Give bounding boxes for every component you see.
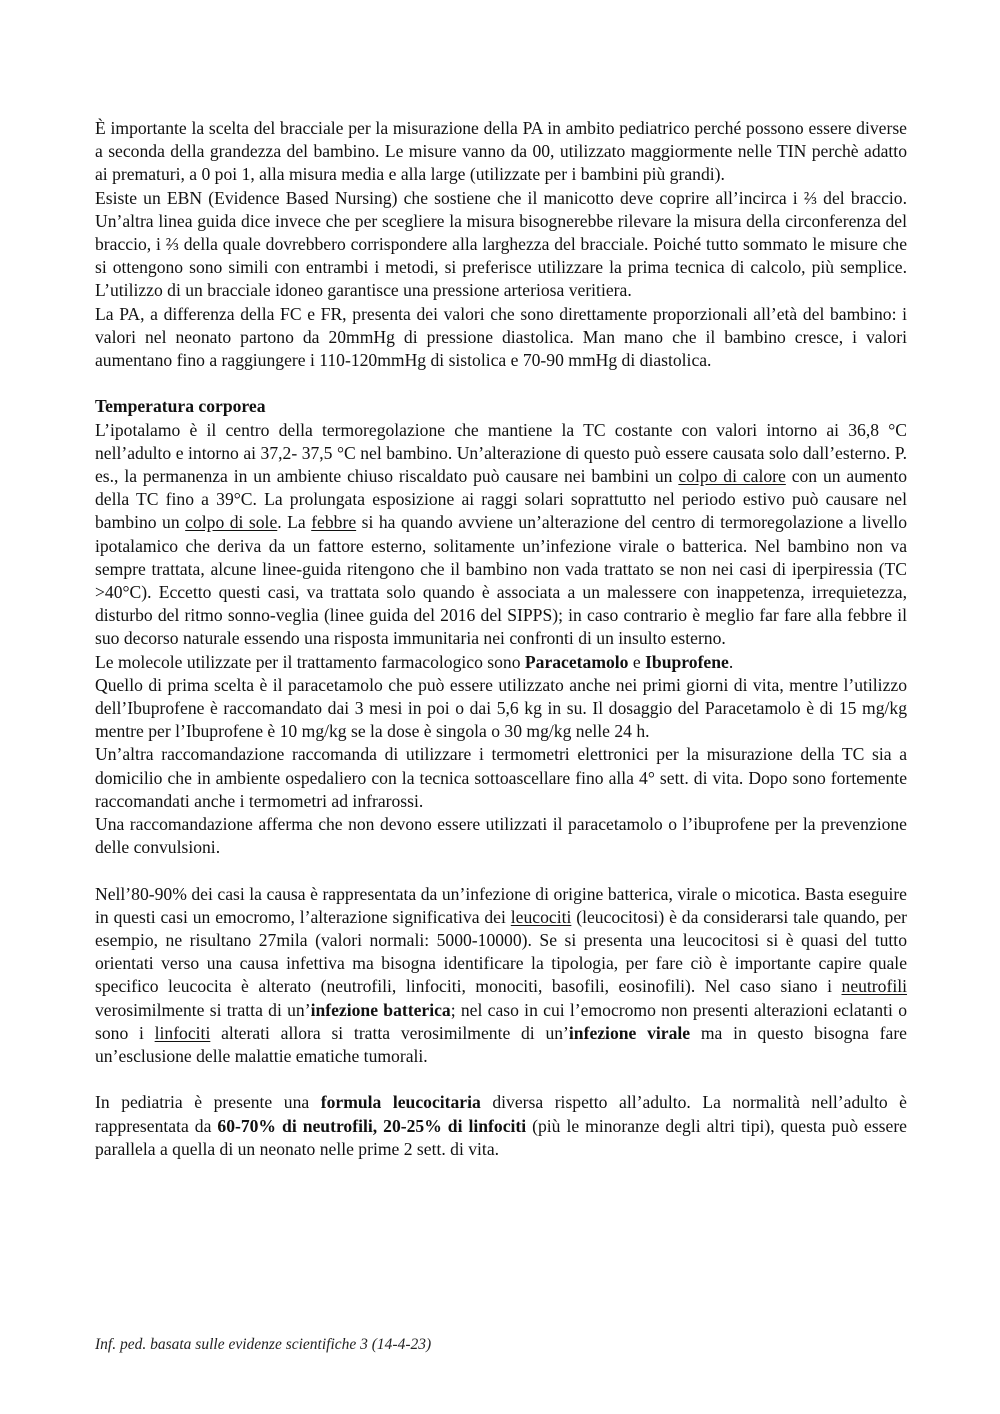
underlined-term: colpo di sole: [185, 512, 278, 533]
text-span: verosimilmente si tratta di un’: [95, 999, 311, 1020]
text-span: Le molecole utilizzate per il trattamento farmacologico sono: [95, 651, 525, 672]
text-span: È importante la scelta del bracciale per la misurazione della PA in ambito pediatrico perché possono essere diverse a seconda della grandezza del bambino. Le misure vanno da 00, utilizzato maggiormente nelle TIN perchè adatto ai prematuri, a 0 poi 1, alla misura media e alla large (utilizzate per i bambini più grandi).: [95, 118, 907, 185]
paragraph: [95, 187, 907, 303]
paragraph-gap: [95, 1068, 907, 1091]
paragraph: [95, 117, 907, 187]
text-span: (leucocitosi) è da considerarsi tale quando, per esempio, ne risultano 27mila (valori normali: 5000-10000). Se si presenta una leucocitosi si è quasi del tutto orientati verso una causa infettiva ma bisogna identificare la tipologia, per fare ciò è importante capire quale specifico leucocita è alterato (neutrofili, linfociti, monociti, basofili, eosinofili). Nel caso siano i: [95, 906, 907, 997]
paragraph: [95, 743, 907, 813]
text-span: alterati allora si tratta verosimilmente di un’: [210, 1022, 569, 1043]
paragraph: [95, 813, 907, 859]
bold-text: infezione batterica: [310, 999, 451, 1020]
text-span: Quello di prima scelta è il paracetamolo che può essere utilizzato anche nei primi giorni di vita, mentre l’utilizzo dell’Ibuprofene è raccomandato dai 3 mesi in poi o dai 5,6 kg in su. Il dosaggio del Paracetamolo è di 15 mg/kg mentre per l’Ibuprofene è 10 mg/kg se la dose è singola o 30 mg/kg nelle 24 h.: [95, 674, 907, 742]
paragraph: [95, 1091, 907, 1161]
text-span: si ha quando avviene un’alterazione del centro di termoregolazione a livello ipotalamico che deriva da un fattore esterno, solitamente un’infezione virale o batterica. Nel bambino non va sempre trattata, alcune linee-guida ritengono che il bambino non vada trattato se non nei casi di iperpiressia (TC >40°C). Eccetto questi casi, va trattata solo quando è associata a un malessere con inappetenza, irrequietezza, disturbo del ritmo sonno-veglia (linee guida del 2016 del SIPPS); in caso contrario è meglio far fare alla febbre il suo decorso naturale essendo una risposta immunitaria nei confronti di un insulto esterno.: [95, 512, 907, 649]
underlined-term: colpo di calore: [678, 466, 786, 487]
bold-text: Ibuprofene: [645, 651, 729, 672]
bold-text: Paracetamolo: [524, 651, 629, 672]
text-span: con un aumento della TC fino a 39°C. La prolungata esposizione ai raggi solari soprattutto nel periodo estivo può causare nel bambino un: [95, 466, 907, 533]
page-footer: Inf. ped. basata sulle evidenze scientifiche 3 (14-4-23): [95, 1336, 432, 1353]
text-span: . La: [277, 512, 312, 533]
paragraph: [95, 303, 907, 373]
underlined-term: febbre: [311, 512, 357, 533]
text-span: e: [628, 651, 646, 672]
text-span: Esiste un EBN (Evidence Based Nursing) che sostiene che il manicotto deve coprire all’incirca i ⅔ del braccio. Un’altra linea guida dice invece che per scegliere la misura bisognerebbe rilevare la misura della circonferenza del braccio, i ⅔ della quale dovrebbero corrispondere alla larghezza del bracciale. Poiché tutto sommato le misure che si ottengono sono simili con entrambi i metodi, si preferisce utilizzare la prima tecnica di calcolo, più semplice. L’utilizzo di un bracciale idoneo garantisce una pressione arteriosa veritiera.: [95, 187, 907, 301]
bold-text: 60-70% di neutrofili, 20-25% di linfociti: [217, 1115, 527, 1136]
text-span: L’ipotalamo è il centro della termoregolazione che mantiene la TC costante con valori intorno ai 36,8 °C nell’adulto e intorno ai 37,2- 37,5 °C nel bambino. Un’alterazione di questo può essere causata solo dall’esterno. P. es., la permanenza in un ambiente chiuso riscaldato può causare nei bambini un: [95, 419, 907, 487]
text-span: Una raccomandazione afferma che non devono essere utilizzati il paracetamolo o l’ibuprofene per la prevenzione delle convulsioni.: [95, 814, 907, 858]
underlined-term: neutrofili: [841, 976, 907, 997]
text-span: diversa rispetto all’adulto. La normalità nell’adulto è rappresentata da: [95, 1092, 907, 1136]
document-page: [95, 117, 907, 1161]
text-span: Nell’80-90% dei casi la causa è rappresentata da un’infezione di origine batterica, virale o micotica. Basta eseguire in questi casi un emocromo, l’alterazione significativa dei: [95, 883, 907, 927]
underlined-term: leucociti: [510, 906, 572, 927]
paragraph: [95, 651, 907, 674]
paragraph-gap: [95, 859, 907, 882]
paragraph: [95, 883, 907, 1069]
paragraph-gap: [95, 372, 907, 395]
paragraph: [95, 419, 907, 651]
bold-text: infezione virale: [568, 1022, 691, 1043]
text-span: (più le minoranze degli altri tipi), questa può essere parallela a quella di un neonato nelle prime 2 sett. di vita.: [95, 1115, 907, 1159]
text-span: In pediatria è presente una: [95, 1092, 321, 1113]
text-span: Temperatura corporea: [95, 396, 266, 417]
underlined-term: linfociti: [154, 1022, 211, 1043]
text-span: ma in questo bisogna fare un’esclusione delle malattie ematiche tumorali.: [95, 1022, 907, 1067]
text-span: La PA, a differenza della FC e FR, presenta dei valori che sono direttamente proporzionali all’età del bambino: i valori nel neonato partono da 20mmHg di pressione diastolica. Man mano che il bambino cresce, i valori aumentano fino a raggiungere i 110-120mmHg di sistolica e 70-90 mmHg di diastolica.: [95, 303, 907, 371]
text-span: .: [728, 651, 734, 672]
bold-text: formula leucocitaria: [320, 1092, 481, 1113]
text-span: Un’altra raccomandazione raccomanda di utilizzare i termometri elettronici per la misurazione della TC sia a domicilio che in ambiente ospedaliero con la tecnica sottoascellare fino alla 4° sett. di vita. Dopo sono fortemente raccomandati anche i termometri ad infrarossi.: [95, 744, 907, 811]
section-heading: [95, 395, 907, 418]
paragraph: [95, 674, 907, 744]
text-span: ; nel caso in cui l’emocromo non presenti alterazioni eclatanti o sono i: [95, 999, 907, 1043]
